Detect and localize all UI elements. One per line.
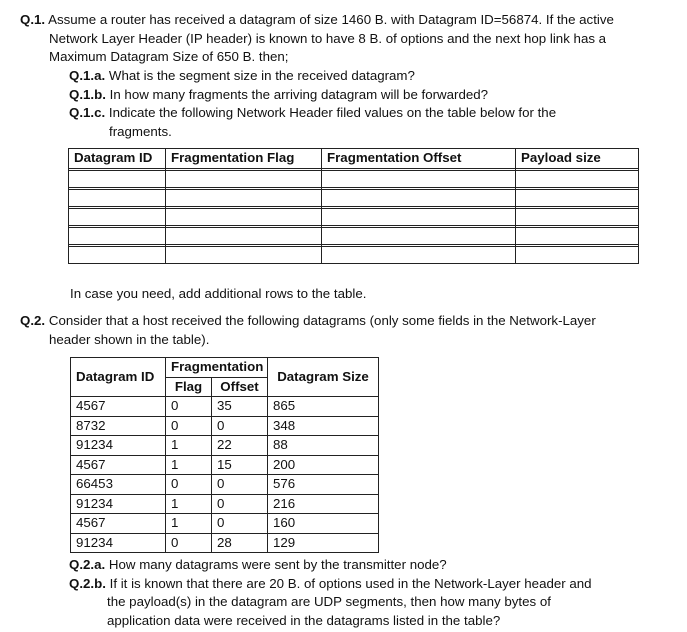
q1c-text-2: fragments. — [109, 123, 172, 139]
col-datagram-id: Datagram ID — [71, 358, 166, 397]
table-row — [71, 494, 379, 514]
cell-flag: 0 — [166, 416, 212, 436]
cell-datagram-size: 216 — [268, 494, 379, 514]
cell[interactable] — [69, 247, 166, 264]
table-row — [71, 475, 379, 495]
q1c-label: Q.1.c. — [69, 105, 106, 120]
cell-flag: 1 — [166, 436, 212, 456]
cell[interactable] — [516, 209, 639, 226]
table-row[interactable] — [69, 190, 639, 207]
cell[interactable] — [166, 228, 322, 245]
cell-offset: 35 — [212, 397, 268, 417]
q1b — [69, 86, 669, 105]
q2-line-1 — [20, 312, 660, 331]
table-header-row — [69, 149, 639, 169]
cell-flag: 0 — [166, 397, 212, 417]
q1a-label: Q.1.a. — [69, 68, 106, 83]
question-1-subparts — [69, 67, 669, 141]
col-offset: Offset — [212, 377, 268, 397]
table-row — [71, 416, 379, 436]
q2a-text: How many datagrams were sent by the transmitter node? — [105, 557, 447, 572]
table-row — [71, 455, 379, 475]
table-row[interactable] — [69, 171, 639, 188]
cell-datagram-size: 200 — [268, 455, 379, 475]
col-datagram-id: Datagram ID — [69, 149, 166, 169]
cell[interactable] — [516, 190, 639, 207]
cell[interactable] — [69, 190, 166, 207]
cell[interactable] — [69, 228, 166, 245]
q2b-text-1: If it is known that there are 20 B. of options used in the Network-Layer header and — [105, 575, 592, 591]
cell-datagram-id: 91234 — [71, 533, 166, 553]
cell[interactable] — [69, 171, 166, 188]
col-fragmentation: Fragmentation — [166, 358, 268, 378]
cell[interactable] — [516, 171, 639, 188]
cell[interactable] — [69, 209, 166, 226]
cell-offset: 0 — [212, 416, 268, 436]
cell-offset: 22 — [212, 436, 268, 456]
q2-text-2: header shown in the table). — [49, 331, 210, 347]
cell-flag: 0 — [166, 475, 212, 495]
cell-flag: 1 — [166, 514, 212, 534]
cell-datagram-id: 8732 — [71, 416, 166, 436]
col-datagram-size: Datagram Size — [268, 358, 379, 397]
q1b-text: In how many fragments the arriving datagram will be forwarded? — [105, 86, 489, 102]
q1c-text-1: Indicate the following Network Header filed values on the table below for the — [105, 105, 557, 120]
q2a — [69, 556, 669, 575]
datagram-table — [70, 357, 379, 553]
q1-text-3: Maximum Datagram Size of 650 B. then; — [49, 49, 289, 64]
cell-datagram-id: 91234 — [71, 494, 166, 514]
cell-offset: 28 — [212, 533, 268, 553]
cell-datagram-id: 91234 — [71, 436, 166, 456]
cell-datagram-id: 66453 — [71, 475, 166, 495]
q2b-text-2: the payload(s) in the datagram are UDP segments, then how many bytes of — [107, 594, 551, 609]
q1-number: Q.1. — [20, 12, 46, 27]
col-fragmentation-flag: Fragmentation Flag — [166, 149, 322, 169]
table-row — [71, 397, 379, 417]
table-row[interactable] — [69, 209, 639, 226]
cell[interactable] — [516, 228, 639, 245]
q2-text-1: Consider that a host received the following datagrams (only some fields in the Network-Layer — [45, 313, 596, 328]
cell-flag: 1 — [166, 455, 212, 475]
cell-flag: 1 — [166, 494, 212, 514]
table-row — [71, 436, 379, 456]
cell-datagram-size: 160 — [268, 514, 379, 534]
table-row[interactable] — [69, 247, 639, 264]
col-fragmentation-offset: Fragmentation Offset — [322, 149, 516, 169]
cell-datagram-size: 348 — [268, 416, 379, 436]
cell[interactable] — [166, 247, 322, 264]
cell[interactable] — [322, 209, 516, 226]
q1a — [69, 67, 669, 86]
cell-datagram-size: 576 — [268, 475, 379, 495]
cell-flag: 0 — [166, 533, 212, 553]
q1-text-1: Assume a router has received a datagram of size 1460 B. with Datagram ID=56874. If the active — [45, 12, 614, 27]
cell[interactable] — [166, 209, 322, 226]
q2b-label: Q.2.b. — [69, 575, 106, 591]
cell-datagram-size: 129 — [268, 533, 379, 553]
q1-line-1 — [20, 11, 660, 30]
table-row[interactable] — [69, 228, 639, 245]
q1-text-2: Network Layer Header (IP header) is known to have 8 B. of options and the next hop link has a — [49, 30, 607, 46]
q1c — [69, 104, 669, 123]
cell[interactable] — [166, 190, 322, 207]
cell[interactable] — [322, 171, 516, 188]
table-row — [71, 514, 379, 534]
table-row — [71, 533, 379, 553]
q2b-text-3: application data were received in the datagrams listed in the table? — [107, 612, 501, 628]
cell-datagram-id: 4567 — [71, 455, 166, 475]
cell-offset: 0 — [212, 514, 268, 534]
fragment-answer-table — [68, 148, 639, 264]
cell-offset: 15 — [212, 455, 268, 475]
cell-datagram-size: 865 — [268, 397, 379, 417]
table-note: In case you need, add additional rows to the table. — [70, 286, 367, 301]
cell[interactable] — [322, 228, 516, 245]
question-2 — [20, 312, 660, 349]
cell-datagram-id: 4567 — [71, 514, 166, 534]
cell[interactable] — [322, 190, 516, 207]
q2b — [69, 575, 669, 594]
q1b-label: Q.1.b. — [69, 86, 106, 102]
table2-header-row-1 — [71, 358, 379, 378]
q1a-text: What is the segment size in the received datagram? — [105, 68, 415, 83]
question-2-subparts — [69, 556, 669, 630]
cell-offset: 0 — [212, 494, 268, 514]
question-1 — [20, 11, 660, 67]
cell-datagram-size: 88 — [268, 436, 379, 456]
cell[interactable] — [516, 247, 639, 264]
cell-offset: 0 — [212, 475, 268, 495]
q2-number: Q.2. — [20, 313, 46, 328]
cell[interactable] — [322, 247, 516, 264]
q2a-label: Q.2.a. — [69, 557, 106, 572]
cell[interactable] — [166, 171, 322, 188]
col-payload-size: Payload size — [516, 149, 639, 169]
cell-datagram-id: 4567 — [71, 397, 166, 417]
col-flag: Flag — [166, 377, 212, 397]
